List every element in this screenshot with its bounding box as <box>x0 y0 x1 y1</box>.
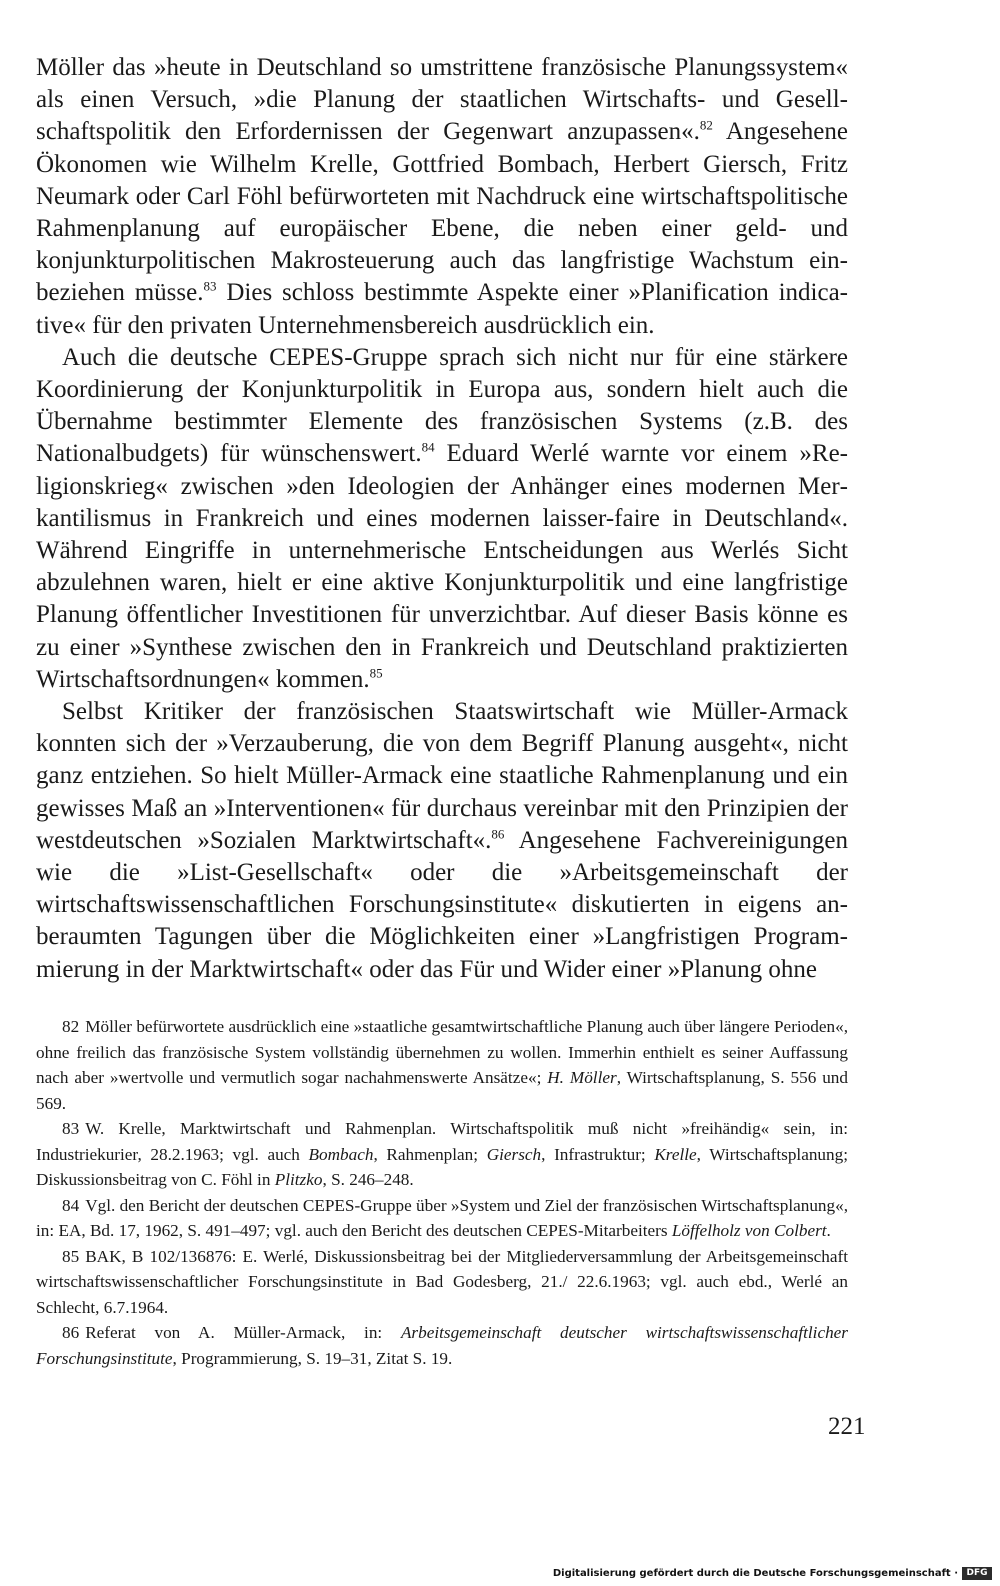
footnote-86 <box>36 1320 848 1371</box>
footnote-author: H. Möller <box>547 1068 617 1087</box>
paragraph-2 <box>36 342 848 696</box>
paragraph-1 <box>36 52 848 342</box>
paragraph-3-text-a: Selbst Kritiker der französischen Staatswirtschaft wie Müller-Armack konnten sich der »Verzauberung, die von dem Begriff Planung ausgeht«, nicht ganz entziehen. So hielt Müller-Armack eine staatliche Rahmenplanung und ein gewisses Maß an »Interventionen« für durchaus vereinbar mit den Prinzipien der westdeutschen »Sozialen Marktwirtschaft«. <box>36 698 848 854</box>
footnote-author: Krelle <box>654 1144 697 1164</box>
footnote-ref-82[interactable]: 82 <box>699 118 713 134</box>
footnote-ref-83[interactable]: 83 <box>203 279 217 295</box>
main-text <box>36 52 848 986</box>
paragraph-1-text-b: Angesehene Ökonomen wie Wilhelm Krelle, Gottfried Bombach, Herbert Giersch, Fritz Neumark oder Carl Föhl befürworteten mit Nachdruck eine wirtschaftspolitische Rahmenplanung auf europäischer Ebene, die neben einer geld- und konjunkturpolitischen Makrosteuerung auch das langfristige Wachstum einbeziehen müsse. <box>36 118 848 307</box>
footnotes <box>36 1014 848 1371</box>
footnote-text: , Programmierung, S. 19–31, Zitat S. 19. <box>172 1348 453 1368</box>
credit-text: Digitalisierung gefördert durch die Deutsche Forschungsgemeinschaft · <box>552 1568 958 1579</box>
footnote-text: Vgl. den Bericht der deutschen CEPES-Gruppe über »System und Ziel der französischen Wirtschaftsplanung«, in: EA, Bd. 17, 1962, S. 491–497; vgl. auch den Bericht des deutschen CEPES-Mitarbeiters <box>36 1195 848 1240</box>
footnote-number: 85 <box>62 1246 80 1266</box>
paragraph-2-text-a: Auch die deutsche CEPES-Gruppe sprach sich nicht nur für eine stärkere Koordinierung der Konjunkturpolitik in Europa aus, sondern hielt auch die Übernahme bestimmter Elemente des französischen Systems (z.B. des Nationalbudgets) für wünschenswert. <box>36 343 848 468</box>
footnote-82 <box>36 1014 848 1116</box>
footnote-text: Referat von A. Müller-Armack, in: <box>85 1323 401 1342</box>
footnote-text: BAK, B 102/136876: E. Werlé, Diskussionsbeitrag bei der Mitgliederversammlung der Arbeitsgemeinschaft wirtschaftswissenschaftlicher Forschungsinstitute in Bad Godesberg, 21./ 22.6.1963; vgl. auch ebd., Werlé an Schlecht, 6.7.1964. <box>36 1246 848 1317</box>
footnote-text: , S. 246–248. <box>322 1170 414 1189</box>
footnote-author: Löffelholz von Colbert <box>671 1221 827 1240</box>
page-number: 221 <box>828 1413 866 1440</box>
footnote-text: , Wirtschaftsplanung; Diskussionsbeitrag von C. Föhl in <box>36 1144 848 1189</box>
footnote-85 <box>36 1244 848 1321</box>
footnote-author: Plitzko <box>274 1170 323 1189</box>
footnote-number: 83 <box>62 1119 80 1138</box>
paragraph-1-text-c: Dies schloss bestimmte Aspekte einer »Planification indicative« für den privaten Unternehmensbereich ausdrücklich ein. <box>36 279 848 339</box>
footnote-source: Arbeitsgemeinschaft deutscher wirtschaftswissenschaftlicher Forschungsinstitute <box>36 1323 848 1368</box>
footnote-text: , Wirtschaftsplanung, S. 556 und 569. <box>36 1068 848 1113</box>
footnote-author: Giersch <box>486 1144 542 1164</box>
footnote-author: Bombach <box>308 1144 374 1164</box>
footnote-number: 86 <box>62 1323 80 1342</box>
footnote-number: 84 <box>62 1195 80 1215</box>
footnote-ref-86[interactable]: 86 <box>491 826 505 842</box>
digitization-credit <box>553 1567 992 1580</box>
paragraph-2-text-b: Eduard Werlé warnte vor einem »Religionskrieg« zwischen »den Ideologien der Anhänger eines modernen Merkantilismus in Frankreich und eines modernen laisser-faire in Deutschland«. Während Eingriffe in unternehmerische Entscheidungen aus Werlés Sicht abzulehnen waren, hielt er eine aktive Konjunkturpolitik und eine langfristige Planung öffentlicher Investitionen für unverzichtbar. Auf dieser Basis könne es zu einer »Synthese zwischen den in Frankreich und Deutschland praktizierten Wirtschaftsordnungen« kommen. <box>36 440 848 693</box>
footnote-83 <box>36 1116 848 1193</box>
paragraph-3 <box>36 696 848 986</box>
dfg-logo-icon: DFG <box>962 1567 992 1580</box>
footnote-text: W. Krelle, Marktwirtschaft und Rahmenplan. Wirtschaftspolitik muß nicht »freihändig« sein, in: Industriekurier, 28.2.1963; vgl. auch <box>36 1119 848 1164</box>
footnote-text: . <box>826 1221 831 1240</box>
paragraph-1-text-a: Möller das »heute in Deutschland so umstrittene französische Planungssystem« als einen Versuch, »die Planung der staatlichen Wirtschafts- und Gesellschaftspolitik den Erfordernissen der Gegenwart anzupassen«. <box>36 54 848 146</box>
footnote-84 <box>36 1193 848 1244</box>
footnote-text: , Infrastruktur; <box>541 1144 655 1164</box>
footnote-ref-84[interactable]: 84 <box>421 440 435 456</box>
footnote-text: , Rahmenplan; <box>373 1144 487 1164</box>
footnote-number: 82 <box>62 1017 80 1036</box>
paragraph-3-text-b: Angesehene Fachvereinigungen wie die »List-Gesellschaft« oder die »Arbeitsgemeinschaft der wirtschaftswissenschaftlichen Forschungsinstitute« diskutierten in eigens anberaumten Tagungen über die Möglichkeiten einer »Langfristigen Programmierung in der Marktwirtschaft« oder das Für und Wider einer »Planung ohne <box>36 826 849 983</box>
footnote-ref-85[interactable]: 85 <box>369 665 383 681</box>
footnote-text: Möller befürwortete ausdrücklich eine »staatliche gesamtwirtschaftliche Planung auch über längere Perioden«, ohne freilich das französische System vollständig übernehmen zu wollen. Immerhin enthielt es seiner Auffassung nach aber »wertvolle und vermutlich sogar nachahmenswerte Ansätze«; <box>36 1017 848 1087</box>
